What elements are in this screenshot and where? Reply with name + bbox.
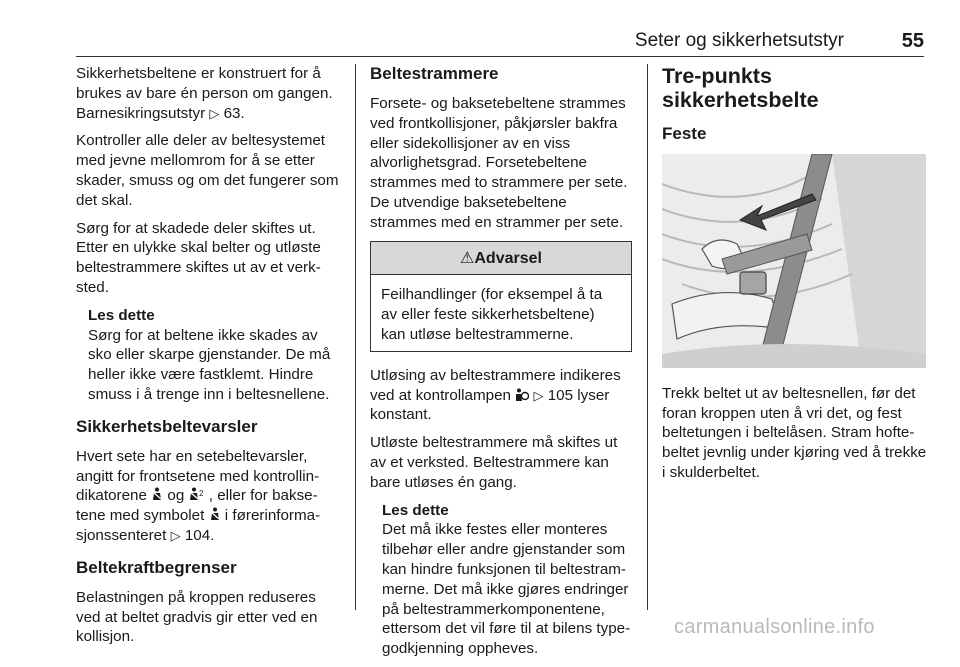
seatbelt-reminder-icon (209, 507, 221, 522)
paragraph: Sørg for at skadede deler skiftes ut. Etter en ulykke skal belter og utløste beltestrammere skiftes ut av et verksted. (76, 219, 321, 296)
paragraph: Hvert sete har en setebeltevarsler, angitt for frontsetene med kontrollindikatorene og 2 , eller for baksetene med symbolet i førerinformasjonssenteret ▷ 104. (76, 447, 321, 544)
warning-box (370, 241, 632, 352)
note-heading: Les dette (382, 501, 449, 519)
column-1 (76, 64, 342, 655)
ref-arrow-icon: ▷ (209, 105, 220, 121)
heading-three-point-belt: Tre-punkts sikkerhetsbelte (662, 64, 819, 112)
column-divider-2 (647, 64, 648, 610)
page-ref-link[interactable]: 63. (223, 104, 245, 122)
page-number: 55 (901, 30, 924, 52)
note (382, 501, 632, 659)
paragraph: Trekk beltet ut av beltesnellen, før det foran kroppen uten å vri det, og fest beltetungen i beltelåsen. Stram hoftebeltet jevnlig under kjøring ved å trekke i skulderbeltet. (662, 384, 927, 481)
ref-arrow-icon: ▷ (170, 527, 181, 543)
ref-arrow-icon: ▷ (533, 387, 544, 403)
column-divider-1 (355, 64, 356, 610)
heading-pretensioners: Beltestrammere (370, 64, 499, 83)
note (88, 306, 342, 405)
svg-text:2: 2 (198, 489, 203, 499)
seatbelt-passenger-icon (189, 487, 205, 502)
airbag-warning-icon (515, 388, 529, 402)
column-2 (370, 64, 632, 667)
warning-header (371, 242, 631, 276)
seatbelt-illustration-drawing (662, 154, 926, 368)
column-3 (662, 64, 928, 491)
watermark: carmanualsonline.info (674, 616, 875, 638)
page-header (76, 30, 924, 52)
warning-body: Feilhandlinger (for eksempel å ta av eller feste sikkerhetsbeltene) kan utløse beltestrammerne. (381, 286, 603, 343)
paragraph: Belastningen på kroppen reduseres ved at beltet gradvis gir etter ved en kollisjon. (76, 588, 318, 646)
warning-triangle-icon: ⚠ (460, 249, 475, 267)
warning-title: Advarsel (474, 249, 542, 267)
note-heading: Les dette (88, 306, 155, 324)
note-body: Det må ikke festes eller monteres tilbehør eller andre gjenstander som kan hindre funksjonen til beltestrammerne. Det må ikke gjøres endringer på beltestrammerkomponentene, ettersom det vil føre til at bilens typegodkjenning oppheves. (382, 521, 631, 658)
page-ref-link[interactable]: 104. (184, 526, 215, 544)
heading-fasten: Feste (662, 124, 707, 143)
paragraph: Utløsing av beltestrammere indikeres ved at kontrollampen ▷ 105 lyser konstant. (370, 366, 621, 424)
seatbelt-illustration (662, 154, 926, 368)
section-title: Seter og sikkerhetsutstyr (634, 30, 844, 51)
seatbelt-reminder-icon (151, 487, 163, 502)
paragraph: Forsete- og baksetebeltene strammes ved frontkollisjoner, påkjørsler bakfra eller sidekollisjoner av en viss alvorlighetsgrad. Forsetebeltene strammes med to strammere per sete. De utvendige baksetebeltene strammes med en strammer per sete. (370, 95, 628, 231)
paragraph: Utløste beltestrammere må skiftes ut av et verksted. Beltestrammere kan bare utløses én gang. (370, 434, 618, 491)
heading-seatbelt-reminder: Sikkerhetsbeltevarsler (76, 416, 258, 436)
note-body: Sørg for at beltene ikke skades av sko eller skarpe gjenstander. De må heller ikke være fastklemt. Hindre smuss i å trenge inn i beltesnellene. (88, 326, 331, 403)
heading-belt-force-limiter: Beltekraftbegrenser (76, 557, 237, 577)
paragraph: Sikkerhetsbeltene er konstruert for å brukes av bare én person om gangen. Barnesikringsutstyr ▷ 63. (76, 65, 333, 122)
paragraph: Kontroller alle deler av beltesystemet med jevne mellomrom for å se etter skader, smuss og om det fungerer som det skal. (76, 132, 339, 209)
header-divider (76, 56, 924, 57)
page-ref-link[interactable]: 105 lyser konstant. (370, 386, 610, 424)
